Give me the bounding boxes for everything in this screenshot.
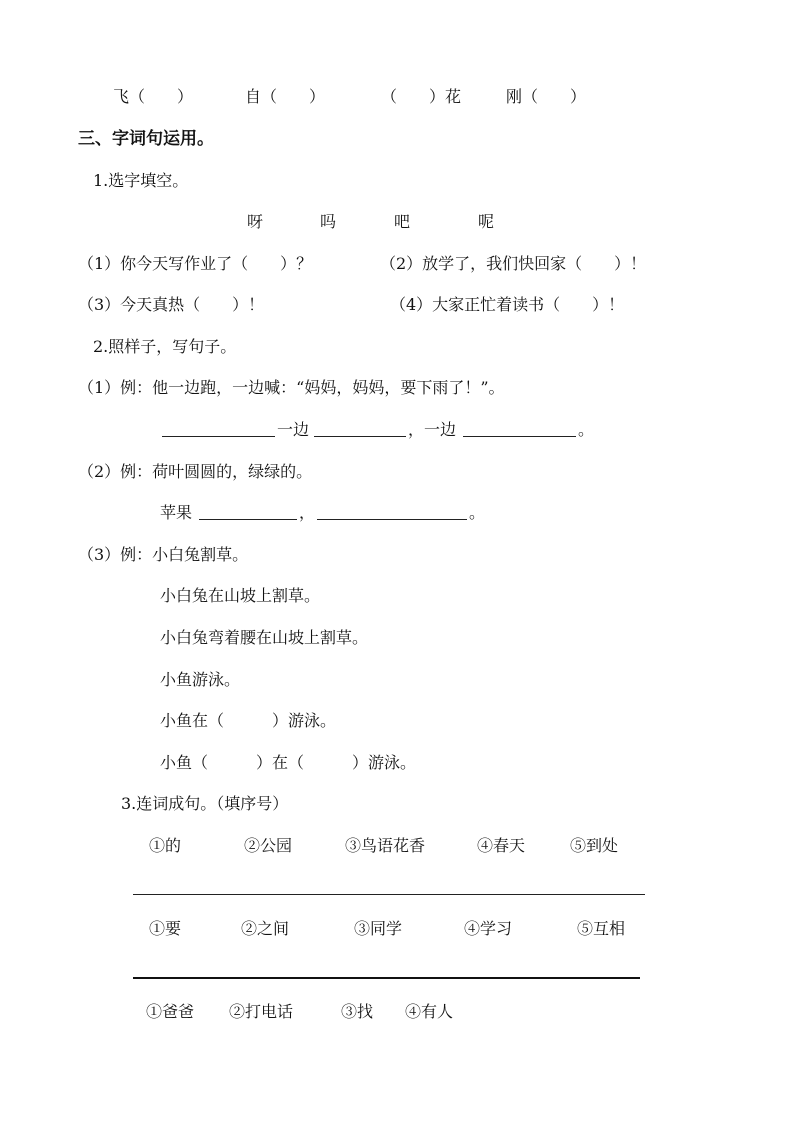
section-3-title: 三、字词句运用。 <box>78 129 214 149</box>
q2-ex2-blank-2[interactable] <box>317 519 467 520</box>
q2-ex2-blank-1[interactable] <box>199 519 297 520</box>
q1-item-2: （2）放学了，我们快回家（ ）！ <box>380 254 647 273</box>
q2-ex3-line-1: 小白兔在山坡上割草。 <box>160 586 321 605</box>
q2-example-2: （2）例：荷叶圆圆的，绿绿的。 <box>78 462 313 481</box>
q2-ex2-lead: 苹果 <box>160 503 193 522</box>
q2-ex2-end: 。 <box>469 503 486 522</box>
q1-title: 1.选字填空。 <box>93 171 189 190</box>
q2-ex1-text-2: ，一边 <box>408 420 457 439</box>
q3-g1-word-2: ②公园 <box>244 836 293 855</box>
q2-ex1-blank-3[interactable] <box>463 436 576 437</box>
q3-g3-word-3: ③找 <box>341 1002 374 1021</box>
q2-ex1-blank-1[interactable] <box>162 436 275 437</box>
q3-g2-answer-line[interactable] <box>133 977 640 979</box>
q1-choice-1: 呀 <box>247 212 264 231</box>
top-row-item-3: （ ）花 <box>381 87 462 106</box>
q2-ex3-line-3: 小鱼游泳。 <box>160 670 241 689</box>
q2-ex3-line-2: 小白兔弯着腰在山坡上割草。 <box>160 628 369 647</box>
q2-ex1-end: 。 <box>578 420 595 439</box>
q3-g3-word-2: ②打电话 <box>229 1002 294 1021</box>
top-row-item-4: 刚（ ） <box>506 87 587 106</box>
q1-item-1: （1）你今天写作业了（ ）？ <box>78 254 313 273</box>
q2-example-1: （1）例：他一边跑，一边喊：“妈妈，妈妈，要下雨了！”。 <box>78 378 505 397</box>
q3-g3-word-4: ④有人 <box>405 1002 454 1021</box>
q1-item-3: （3）今天真热（ ）！ <box>78 295 265 314</box>
q2-ex1-text-1: 一边 <box>277 420 310 439</box>
q2-ex1-blank-2[interactable] <box>314 436 406 437</box>
q3-g2-word-2: ②之间 <box>241 919 290 938</box>
q3-g1-word-4: ④春天 <box>477 836 526 855</box>
q3-g3-word-1: ①爸爸 <box>146 1002 195 1021</box>
q1-item-4: （4）大家正忙着读书（ ）！ <box>390 295 625 314</box>
q2-title: 2.照样子，写句子。 <box>93 337 237 356</box>
q3-g2-word-3: ③同学 <box>354 919 403 938</box>
q1-choice-4: 呢 <box>478 212 495 231</box>
q2-ex3-line-4: 小鱼在（ ）游泳。 <box>160 711 337 730</box>
q2-example-3: （3）例：小白兔割草。 <box>78 545 249 564</box>
top-row-item-1: 飞（ ） <box>113 87 194 106</box>
q3-g2-word-4: ④学习 <box>464 919 513 938</box>
top-row-item-2: 自（ ） <box>245 87 326 106</box>
q3-g1-word-5: ⑤到处 <box>570 836 619 855</box>
q1-choice-3: 吧 <box>394 212 411 231</box>
q1-choice-2: 吗 <box>320 212 337 231</box>
q3-g1-answer-line[interactable] <box>133 894 645 895</box>
q3-g1-word-1: ①的 <box>149 836 182 855</box>
q2-ex2-comma: ， <box>299 503 316 522</box>
q3-g2-word-1: ①要 <box>149 919 182 938</box>
q3-g1-word-3: ③鸟语花香 <box>345 836 426 855</box>
q3-g2-word-5: ⑤互相 <box>577 919 626 938</box>
q2-ex3-line-5: 小鱼（ ）在（ ）游泳。 <box>160 753 417 772</box>
q3-title: 3.连词成句。（填序号） <box>121 794 289 813</box>
